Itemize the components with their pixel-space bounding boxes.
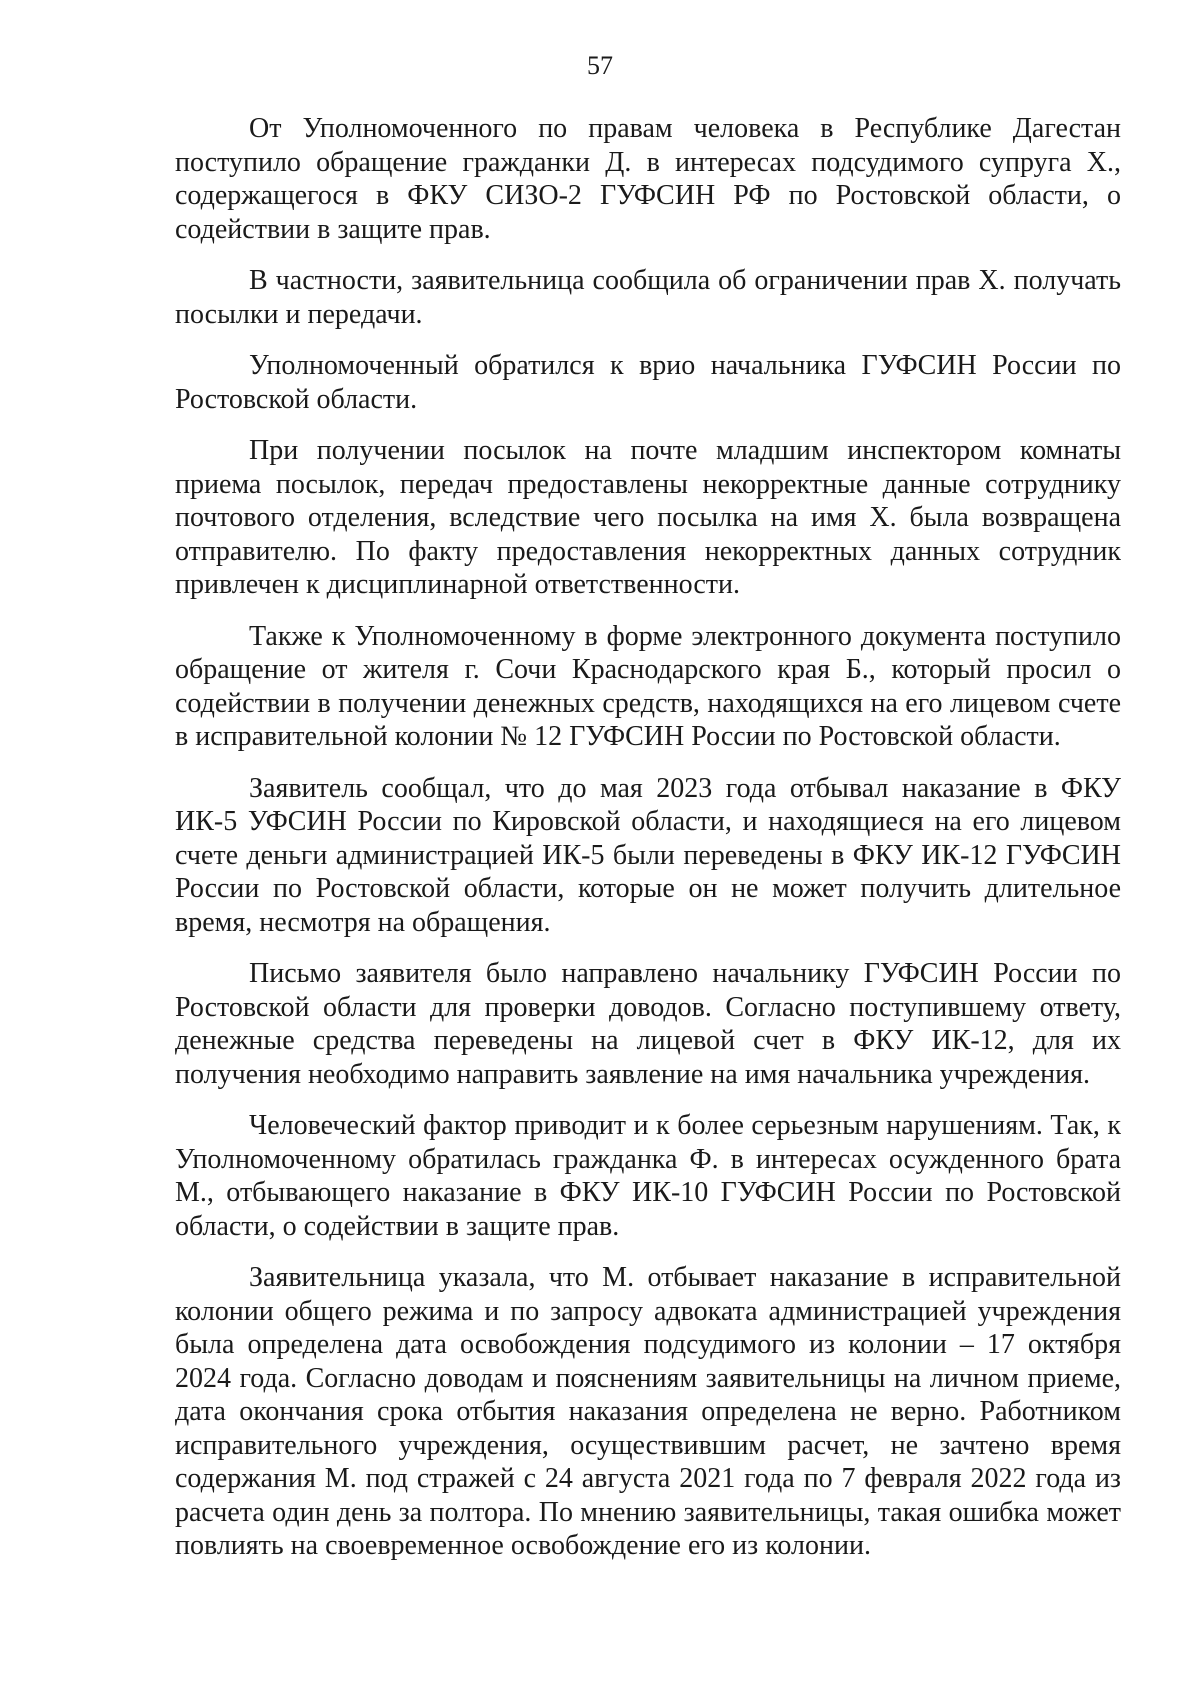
paragraph-funds-transfer: Заявитель сообщал, что до мая 2023 года отбывал наказание в ФКУ ИК-5 УФСИН России по Кировской области, и находящиеся на его лицевом счете деньги администрацией ИК-5 были переведены в ФКУ ИК-12 ГУФСИН России по Ростовской области, которые он не может получить длительное время, несмотря на обращения. <box>175 772 1121 938</box>
paragraph-human-factor: Человеческий фактор приводит и к более серьезным нарушениям. Так, к Уполномоченному обратилась гражданка Ф. в интересах осужденного брата М., отбывающего наказание в ФКУ ИК-10 ГУФСИН России по Ростовской области, о содействии в защите прав. <box>175 1110 1121 1242</box>
paragraph-release-date: Заявительница указала, что М. отбывает наказание в исправительной колонии общего режима и по запросу адвоката администрацией учреждения была определена дата освобождения подсудимого из колонии – 17 октября 2024 года. Согласно доводам и пояснениям заявительницы на личном приеме, дата окончания срока отбытия наказания определена не верно. Работником исправительного учреждения, осуществившим расчет, не зачтено время содержания М. под стражей с 24 августа 2021 года по 7 февраля 2022 года из расчета один день за полтора. По мнению заявительницы, такая ошибка может повлиять на своевременное освобождение его из колонии. <box>175 1262 1121 1561</box>
paragraph-dagestan-appeal: От Уполномоченного по правам человека в Республике Дагестан поступило обращение гражданки Д. в интересах подсудимого супруга Х., содержащегося в ФКУ СИЗО-2 ГУФСИН РФ по Ростовской области, о содействии в защите прав. <box>175 113 1121 245</box>
paragraph-sochi-appeal: Также к Уполномоченному в форме электронного документа поступило обращение от жителя г. Сочи Краснодарского края Б., который просил о содействии в получении денежных средств, находящихся на его лицевом счете в исправительной колонии № 12 ГУФСИН России по Ростовской области. <box>175 620 1121 752</box>
page-body <box>175 112 1121 1581</box>
paragraph-letter-response: Письмо заявителя было направлено начальнику ГУФСИН России по Ростовской области для проверки доводов. Согласно поступившему ответу, денежные средства переведены на лицевой счет в ФКУ ИК-12, для их получения необходимо направить заявление на имя начальника учреждения. <box>175 958 1121 1090</box>
paragraph-parcel-restriction: В частности, заявительница сообщила об ограничении прав Х. получать посылки и передачи. <box>175 265 1121 330</box>
page-number: 57 <box>587 51 613 80</box>
paragraph-parcel-returned: При получении посылок на почте младшим инспектором комнаты приема посылок, передач предоставлены некорректные данные сотруднику почтового отделения, вследствие чего посылка на имя Х. была возвращена отправителю. По факту предоставления некорректных данных сотрудник привлечен к дисциплинарной ответственности. <box>175 435 1121 600</box>
paragraph-ombudsman-request: Уполномоченный обратился к врио начальника ГУФСИН России по Ростовской области. <box>175 350 1121 415</box>
